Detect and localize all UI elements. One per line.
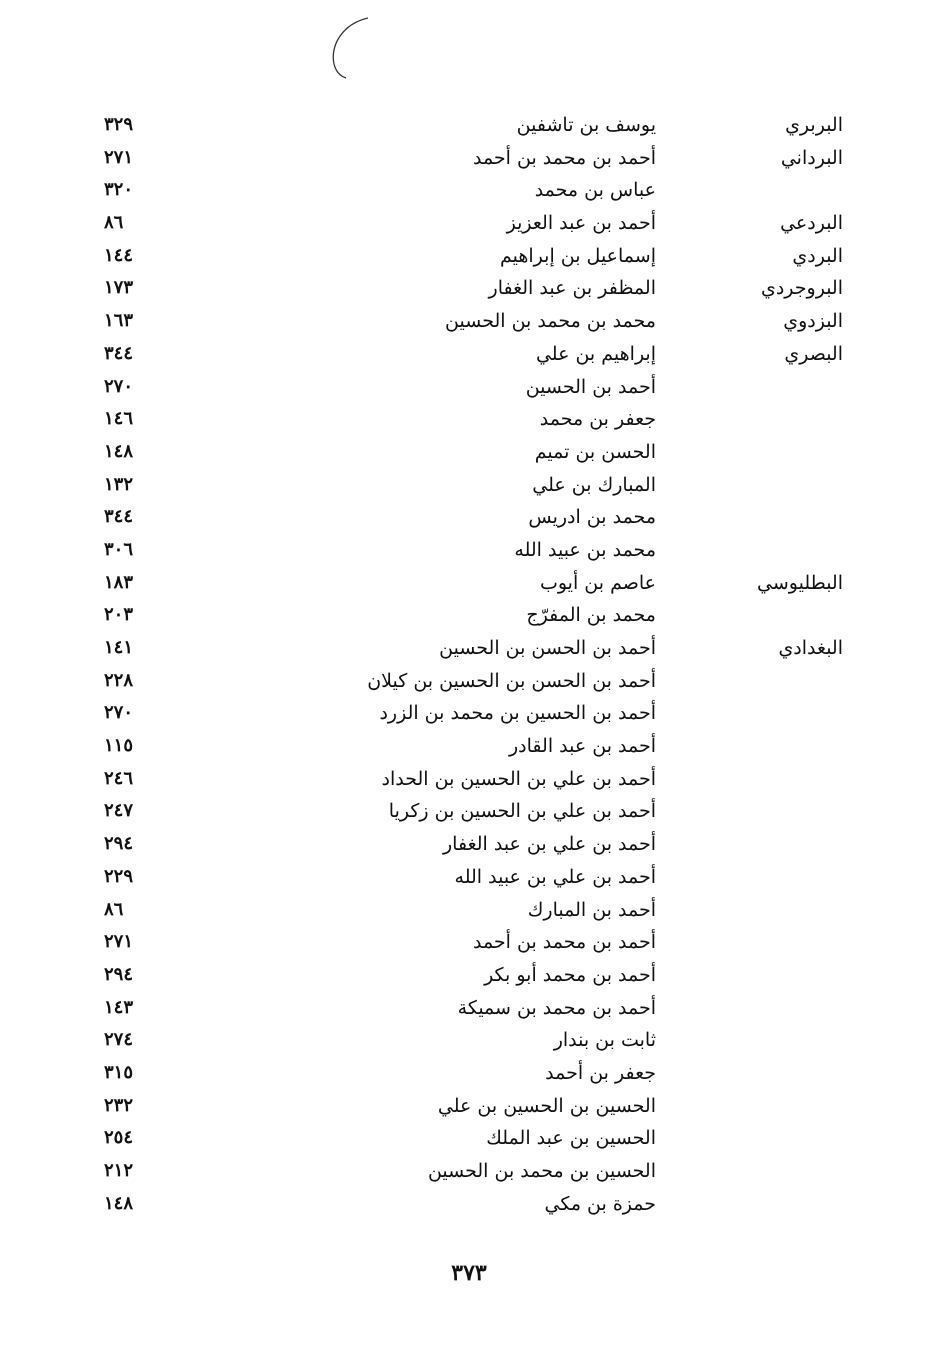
index-row [0, 174, 938, 207]
person-name: أحمد بن علي بن الحسين بن الحداد [381, 767, 656, 790]
page-number: ٣٧٣ [451, 1260, 487, 1286]
page-reference: ٣٤٤ [104, 506, 134, 528]
index-row [0, 534, 938, 567]
page-reference: ١٤٨ [104, 1192, 134, 1214]
index-row [0, 338, 938, 371]
index-row [0, 828, 938, 861]
index-row [0, 1188, 938, 1221]
index-row [0, 1122, 938, 1155]
index-row [0, 305, 938, 338]
page-reference: ١٤٨ [104, 440, 134, 462]
page-reference: ٢٢٩ [104, 865, 134, 887]
index-list [0, 109, 938, 1220]
person-name: إبراهيم بن علي [535, 342, 656, 365]
page-reference: ٢٧٤ [104, 1029, 134, 1051]
page-reference: ١٣٢ [104, 473, 134, 495]
index-row [0, 926, 938, 959]
index-row [0, 436, 938, 469]
index-row [0, 992, 938, 1025]
page-reference: ٨٦ [104, 898, 124, 920]
page-reference: ٢٤٦ [104, 767, 134, 789]
page-reference: ١٨٣ [104, 571, 134, 593]
index-row [0, 697, 938, 730]
nisba-label: البغدادي [778, 637, 843, 659]
person-name: الحسن بن تميم [534, 440, 656, 463]
nisba-label: البرداني [780, 146, 843, 169]
page-reference: ١٤٦ [104, 408, 134, 430]
person-name: أحمد بن علي بن عبد الغفار [443, 833, 656, 856]
person-name: محمد بن محمد بن الحسين [445, 310, 656, 333]
page-reference: ٢٩٤ [104, 833, 134, 855]
person-name: إسماعيل بن إبراهيم [500, 244, 656, 267]
index-row [0, 665, 938, 698]
nisba-label: البردي [792, 244, 843, 267]
person-name: جعفر بن أحمد [545, 1061, 656, 1084]
page-reference: ٢٢٨ [104, 669, 134, 691]
page-reference: ٢٧١ [104, 931, 134, 953]
index-row [0, 959, 938, 992]
page-reference: ٣٢٩ [104, 114, 134, 135]
person-name: محمد بن عبيد الله [514, 538, 656, 561]
page-reference: ٢٧٠ [104, 375, 134, 397]
index-row [0, 861, 938, 894]
page-reference: ٢٧٠ [104, 702, 134, 724]
index-row [0, 109, 938, 142]
index-row [0, 730, 938, 763]
person-name: أحمد بن علي بن عبيد الله [454, 865, 656, 888]
nisba-label: البربري [785, 114, 843, 136]
person-name: جعفر بن محمد [539, 408, 656, 431]
person-name: أحمد بن عبد العزيز [506, 212, 656, 235]
person-name: أحمد بن المبارك [527, 898, 656, 921]
page-reference: ١٤٤ [104, 244, 134, 266]
index-row [0, 632, 938, 665]
index-row [0, 567, 938, 600]
page-reference: ٢٣٢ [104, 1094, 134, 1116]
page-reference: ٣٤٤ [104, 342, 134, 364]
person-name: أحمد بن محمد بن سميكة [457, 996, 656, 1019]
index-row [0, 1155, 938, 1188]
person-name: محمد بن المفرّج [526, 604, 656, 627]
page-reference: ٢٥٤ [104, 1127, 134, 1149]
person-name: المبارك بن علي [532, 473, 656, 496]
person-name: أحمد بن الحسن بن الحسين [439, 637, 656, 659]
nisba-label: البصري [784, 342, 843, 365]
nisba-label: البطليوسي [757, 571, 843, 594]
page-reference: ١٤٣ [104, 996, 134, 1018]
index-row [0, 1090, 938, 1123]
index-row [0, 501, 938, 534]
person-name: أحمد بن الحسن بن الحسين بن كيلان [367, 669, 656, 692]
page-reference: ٨٦ [104, 212, 124, 234]
page-reference: ١٤١ [104, 637, 134, 658]
person-name: عاصم بن أيوب [539, 571, 656, 594]
page-reference: ٣٢٠ [104, 179, 134, 201]
index-row [0, 469, 938, 502]
index-row [0, 1024, 938, 1057]
index-row [0, 1057, 938, 1090]
person-name: ثابت بن بندار [553, 1029, 656, 1052]
person-name: الحسين بن الحسين بن علي [437, 1094, 656, 1117]
person-name: أحمد بن الحسين [525, 375, 656, 398]
page-reference: ٢٧١ [104, 146, 134, 168]
person-name: المظفر بن عبد الغفار [488, 277, 656, 300]
nisba-label: البروجردي [760, 277, 843, 300]
page-reference: ٢٠٣ [104, 604, 134, 626]
person-name: أحمد بن عبد القادر [509, 735, 656, 758]
bracket-mark [326, 16, 374, 80]
page-reference: ٢٩٤ [104, 963, 134, 985]
person-name: أحمد بن الحسين بن محمد بن الزرد [379, 702, 656, 725]
person-name: الحسين بن عبد الملك [486, 1127, 656, 1150]
page-reference: ١٧٣ [104, 277, 134, 299]
person-name: أحمد بن محمد أبو بكر [484, 963, 656, 986]
index-row [0, 763, 938, 796]
nisba-label: البزدوي [783, 310, 843, 333]
index-row [0, 207, 938, 240]
index-row [0, 240, 938, 273]
page-reference: ٢١٢ [104, 1160, 134, 1181]
page-reference: ١١٥ [104, 735, 134, 757]
person-name: محمد بن ادريس [528, 506, 656, 529]
page-reference: ١٦٣ [104, 310, 134, 332]
index-row [0, 795, 938, 828]
page-reference: ٢٤٧ [104, 800, 134, 822]
nisba-label: البردعي [780, 212, 843, 235]
person-name: عباس بن محمد [534, 179, 656, 202]
index-row [0, 371, 938, 404]
index-row [0, 894, 938, 927]
page-reference: ٣٠٦ [104, 538, 134, 560]
index-row [0, 599, 938, 632]
person-name: أحمد بن محمد بن أحمد [472, 931, 656, 954]
person-name: يوسف بن تاشفين [516, 114, 656, 136]
person-name: أحمد بن محمد بن أحمد [472, 146, 656, 169]
index-row [0, 142, 938, 175]
person-name: حمزة بن مكي [544, 1192, 656, 1215]
page-reference: ٣١٥ [104, 1061, 134, 1083]
index-row [0, 403, 938, 436]
person-name: الحسين بن محمد بن الحسين [427, 1160, 656, 1182]
person-name: أحمد بن علي بن الحسين بن زكريا [388, 800, 656, 823]
index-row [0, 272, 938, 305]
